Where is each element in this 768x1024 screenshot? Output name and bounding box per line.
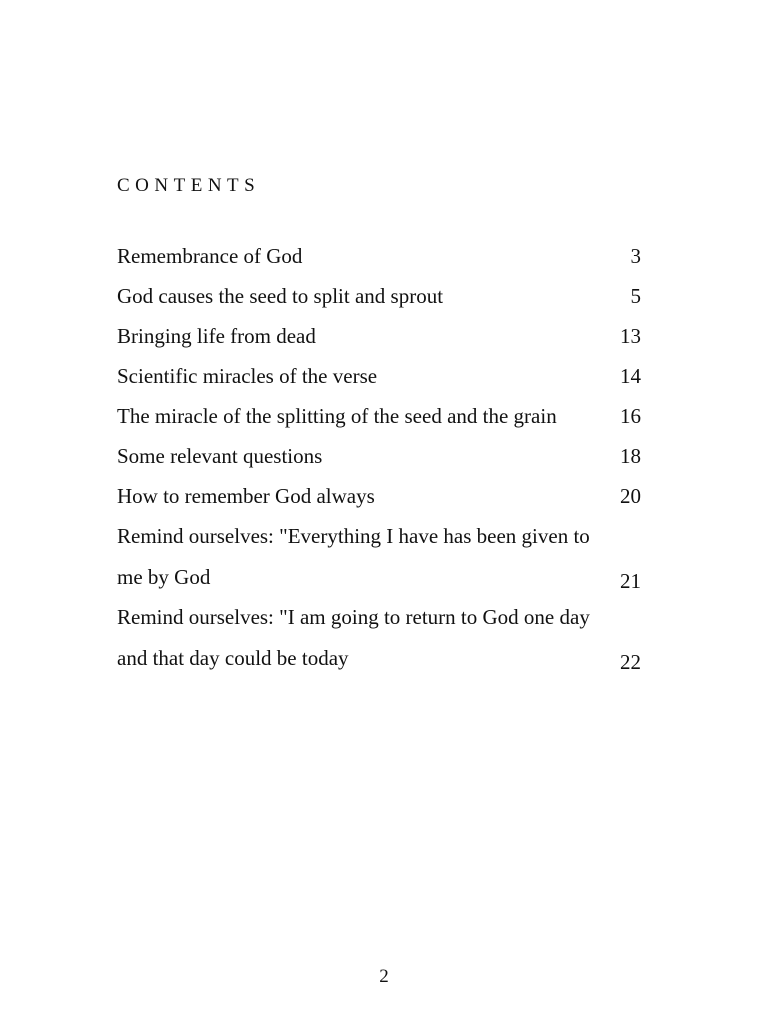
toc-entry-title: Scientific miracles of the verse xyxy=(117,364,378,388)
toc-entry xyxy=(117,396,641,436)
toc-entry xyxy=(117,516,641,597)
toc-entry-page: 13 xyxy=(620,324,641,348)
toc-entry-page: 18 xyxy=(620,444,641,468)
toc-entry-page: 22 xyxy=(620,650,641,674)
toc-entry-title: Remembrance of God xyxy=(117,244,303,268)
toc-entry-title: The miracle of the splitting of the seed and the grain xyxy=(117,404,557,428)
toc-entry xyxy=(117,356,641,396)
toc-entry-title: Remind ourselves: "Everything I have has been given to me by God xyxy=(117,524,590,589)
toc-entry-page: 14 xyxy=(620,364,641,388)
toc-entry xyxy=(117,436,641,476)
toc-entry-page: 21 xyxy=(620,569,641,593)
toc-entry xyxy=(117,316,641,356)
toc-entry-title: God causes the seed to split and sprout xyxy=(117,284,444,308)
toc-entry-title: Some relevant questions xyxy=(117,444,323,468)
table-of-contents xyxy=(117,236,641,678)
toc-entry xyxy=(117,276,641,316)
toc-entry-title: How to remember God always xyxy=(117,484,375,508)
toc-entry-title: Remind ourselves: "I am going to return to God one day and that day could be today xyxy=(117,605,590,670)
toc-entry-title: Bringing life from dead xyxy=(117,324,316,348)
toc-entry-page: 20 xyxy=(620,484,641,508)
toc-entry-page: 16 xyxy=(620,404,641,428)
page-number: 2 xyxy=(379,966,389,987)
toc-entry xyxy=(117,597,641,678)
toc-entry xyxy=(117,236,641,276)
toc-entry-page: 5 xyxy=(630,284,641,308)
toc-entry xyxy=(117,476,641,516)
toc-entry-page: 3 xyxy=(630,244,641,268)
contents-heading: CONTENTS xyxy=(117,175,261,196)
